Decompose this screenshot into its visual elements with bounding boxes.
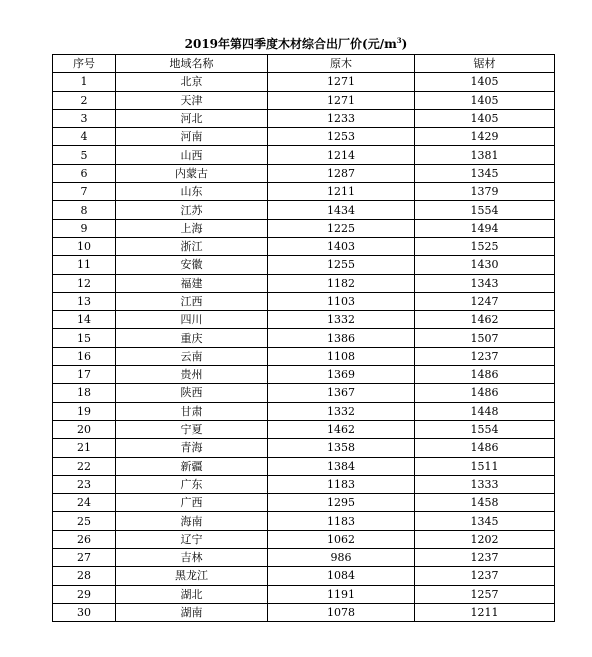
table-row: [53, 402, 555, 420]
cell-region: 安徽: [116, 256, 268, 274]
cell-log: 1295: [268, 494, 415, 512]
cell-index: 8: [53, 201, 116, 219]
cell-lumber: 1511: [415, 457, 555, 475]
table-row: [53, 256, 555, 274]
table-row: [53, 549, 555, 567]
cell-region: 黑龙江: [116, 567, 268, 585]
page-title-unit-superscript: 3: [396, 36, 402, 45]
cell-index: 29: [53, 585, 116, 603]
cell-region: 辽宁: [116, 530, 268, 548]
cell-index: 16: [53, 347, 116, 365]
table-row: [53, 420, 555, 438]
cell-lumber: 1430: [415, 256, 555, 274]
cell-index: 22: [53, 457, 116, 475]
cell-index: 24: [53, 494, 116, 512]
cell-index: 10: [53, 237, 116, 255]
cell-lumber: 1247: [415, 292, 555, 310]
cell-log: 1271: [268, 73, 415, 91]
cell-region: 海南: [116, 512, 268, 530]
cell-lumber: 1429: [415, 128, 555, 146]
header-index: 序号: [53, 55, 116, 73]
cell-region: 河北: [116, 109, 268, 127]
cell-lumber: 1448: [415, 402, 555, 420]
cell-region: 贵州: [116, 366, 268, 384]
cell-log: 1103: [268, 292, 415, 310]
cell-index: 4: [53, 128, 116, 146]
table-row: [53, 237, 555, 255]
table-row: [53, 384, 555, 402]
cell-region: 宁夏: [116, 420, 268, 438]
table-row: [53, 329, 555, 347]
cell-index: 18: [53, 384, 116, 402]
cell-region: 重庆: [116, 329, 268, 347]
cell-log: 1386: [268, 329, 415, 347]
table-header-row: [53, 55, 555, 73]
cell-index: 25: [53, 512, 116, 530]
cell-log: 1225: [268, 219, 415, 237]
cell-log: 1191: [268, 585, 415, 603]
cell-log: 1183: [268, 475, 415, 493]
cell-log: 1287: [268, 164, 415, 182]
cell-index: 7: [53, 183, 116, 201]
cell-lumber: 1333: [415, 475, 555, 493]
cell-lumber: 1486: [415, 366, 555, 384]
cell-region: 广西: [116, 494, 268, 512]
cell-region: 内蒙古: [116, 164, 268, 182]
cell-log: 1384: [268, 457, 415, 475]
cell-index: 15: [53, 329, 116, 347]
table-row: [53, 347, 555, 365]
cell-region: 云南: [116, 347, 268, 365]
cell-lumber: 1237: [415, 567, 555, 585]
cell-index: 17: [53, 366, 116, 384]
cell-index: 11: [53, 256, 116, 274]
table-row: [53, 457, 555, 475]
cell-lumber: 1525: [415, 237, 555, 255]
price-table: [52, 54, 555, 622]
cell-log: 1403: [268, 237, 415, 255]
table-body: [53, 73, 555, 622]
table-row: [53, 164, 555, 182]
cell-region: 天津: [116, 91, 268, 109]
cell-lumber: 1486: [415, 439, 555, 457]
table-row: [53, 475, 555, 493]
cell-region: 广东: [116, 475, 268, 493]
cell-log: 1367: [268, 384, 415, 402]
table-row: [53, 274, 555, 292]
cell-index: 5: [53, 146, 116, 164]
cell-log: 1358: [268, 439, 415, 457]
table-row: [53, 439, 555, 457]
cell-index: 21: [53, 439, 116, 457]
table-row: [53, 219, 555, 237]
table-row: [53, 109, 555, 127]
cell-index: 9: [53, 219, 116, 237]
cell-lumber: 1462: [415, 311, 555, 329]
cell-region: 新疆: [116, 457, 268, 475]
cell-lumber: 1211: [415, 603, 555, 621]
cell-log: 986: [268, 549, 415, 567]
cell-region: 青海: [116, 439, 268, 457]
cell-log: 1214: [268, 146, 415, 164]
cell-region: 浙江: [116, 237, 268, 255]
cell-log: 1108: [268, 347, 415, 365]
cell-lumber: 1237: [415, 549, 555, 567]
cell-region: 山东: [116, 183, 268, 201]
cell-lumber: 1202: [415, 530, 555, 548]
cell-lumber: 1381: [415, 146, 555, 164]
cell-lumber: 1405: [415, 91, 555, 109]
cell-index: 13: [53, 292, 116, 310]
cell-log: 1462: [268, 420, 415, 438]
cell-lumber: 1345: [415, 512, 555, 530]
cell-log: 1078: [268, 603, 415, 621]
table-row: [53, 146, 555, 164]
cell-region: 吉林: [116, 549, 268, 567]
cell-log: 1332: [268, 402, 415, 420]
table-row: [53, 201, 555, 219]
table-row: [53, 567, 555, 585]
header-log: 原木: [268, 55, 415, 73]
cell-lumber: 1507: [415, 329, 555, 347]
cell-log: 1369: [268, 366, 415, 384]
cell-region: 湖北: [116, 585, 268, 603]
cell-lumber: 1458: [415, 494, 555, 512]
table-row: [53, 603, 555, 621]
cell-index: 3: [53, 109, 116, 127]
table-row: [53, 311, 555, 329]
cell-region: 甘肃: [116, 402, 268, 420]
cell-lumber: 1494: [415, 219, 555, 237]
cell-index: 12: [53, 274, 116, 292]
header-region: 地域名称: [116, 55, 268, 73]
cell-index: 14: [53, 311, 116, 329]
cell-lumber: 1405: [415, 73, 555, 91]
cell-log: 1211: [268, 183, 415, 201]
cell-lumber: 1257: [415, 585, 555, 603]
cell-region: 四川: [116, 311, 268, 329]
cell-region: 江苏: [116, 201, 268, 219]
cell-lumber: 1379: [415, 183, 555, 201]
table-row: [53, 366, 555, 384]
cell-index: 1: [53, 73, 116, 91]
cell-index: 27: [53, 549, 116, 567]
cell-log: 1332: [268, 311, 415, 329]
cell-log: 1084: [268, 567, 415, 585]
cell-region: 上海: [116, 219, 268, 237]
cell-lumber: 1343: [415, 274, 555, 292]
cell-log: 1182: [268, 274, 415, 292]
cell-index: 19: [53, 402, 116, 420]
table-row: [53, 73, 555, 91]
cell-index: 20: [53, 420, 116, 438]
cell-lumber: 1345: [415, 164, 555, 182]
cell-lumber: 1405: [415, 109, 555, 127]
cell-lumber: 1554: [415, 420, 555, 438]
cell-log: 1233: [268, 109, 415, 127]
page-title: [0, 36, 592, 52]
table-row: [53, 128, 555, 146]
cell-log: 1434: [268, 201, 415, 219]
cell-region: 河南: [116, 128, 268, 146]
cell-index: 26: [53, 530, 116, 548]
cell-log: 1271: [268, 91, 415, 109]
cell-log: 1183: [268, 512, 415, 530]
cell-log: 1253: [268, 128, 415, 146]
cell-lumber: 1237: [415, 347, 555, 365]
table-row: [53, 183, 555, 201]
cell-index: 2: [53, 91, 116, 109]
table-row: [53, 91, 555, 109]
cell-region: 福建: [116, 274, 268, 292]
cell-region: 湖南: [116, 603, 268, 621]
cell-region: 山西: [116, 146, 268, 164]
cell-region: 江西: [116, 292, 268, 310]
cell-index: 30: [53, 603, 116, 621]
cell-region: 陕西: [116, 384, 268, 402]
table-row: [53, 512, 555, 530]
cell-log: 1255: [268, 256, 415, 274]
cell-region: 北京: [116, 73, 268, 91]
table-row: [53, 530, 555, 548]
cell-log: 1062: [268, 530, 415, 548]
page-title-text: 2019年第四季度木材综合出厂价(元/m: [184, 37, 397, 51]
table-row: [53, 494, 555, 512]
table-row: [53, 585, 555, 603]
table-row: [53, 292, 555, 310]
cell-lumber: 1486: [415, 384, 555, 402]
header-lumber: 锯材: [415, 55, 555, 73]
cell-index: 23: [53, 475, 116, 493]
cell-index: 28: [53, 567, 116, 585]
cell-lumber: 1554: [415, 201, 555, 219]
page-title-close: ): [401, 37, 408, 51]
cell-index: 6: [53, 164, 116, 182]
